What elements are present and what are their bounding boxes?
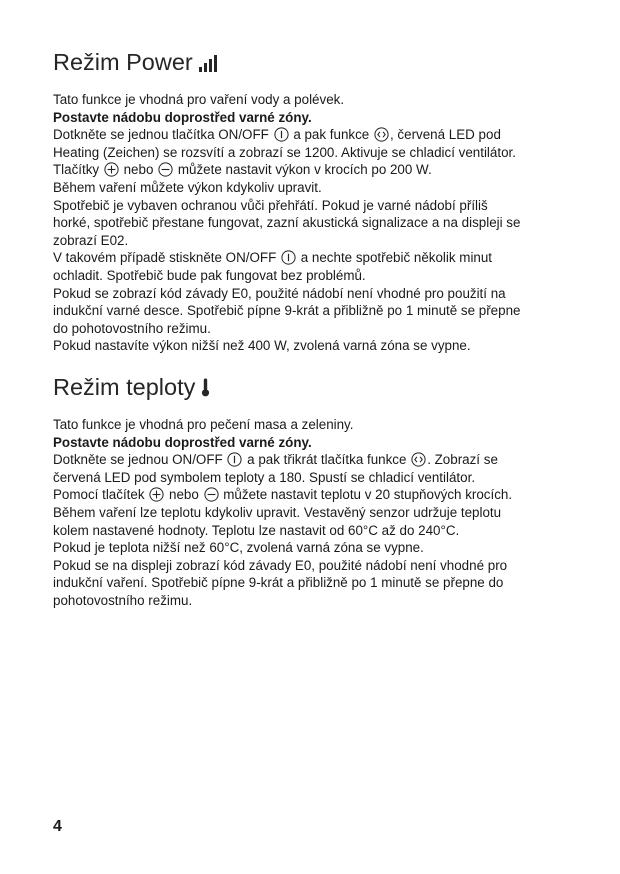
text-line: Spotřebič je vybaven ochranou vůči přehřátí. Pokud je varné nádobí příliš (53, 197, 488, 213)
minus-button-icon (204, 487, 219, 502)
text-line: do pohotovostního režimu. (53, 320, 211, 336)
text-line: Pokud se na displeji zobrazí kód závady E0, použité nádobí není vhodné pro (53, 557, 508, 573)
text-line: ochladit. Spotřebič bude pak fungovat bez problémů. (53, 267, 366, 283)
section-title-temperature (53, 373, 210, 403)
text-line: červená LED pod symbolem teploty a 180. Spustí se chladicí ventilátor. (53, 469, 476, 485)
function-button-icon (374, 127, 389, 142)
power-button-icon (281, 250, 296, 265)
signal-bars-icon (199, 50, 217, 78)
text-line: Pokud je teplota nižší než 60°C, zvolená varná zóna se vypne. (53, 540, 424, 556)
instruction-line: Postavte nádobu doprostřed varné zóny. (53, 434, 312, 450)
section-temperature-body (53, 416, 573, 610)
text-line: kolem nastavené hodnoty. Teplotu lze nastavit od 60°C až do 240°C. (53, 522, 460, 538)
text-line: Tato funkce je vhodná pro vaření vody a polévek. (53, 92, 345, 107)
text-line: Pokud nastavíte výkon nižší než 400 W, zvolená varná zóna se vypne. (53, 338, 471, 354)
power-button-icon (227, 452, 242, 467)
text-line: Tlačítky nebo můžete nastavit výkon v krocích po 200 W. (53, 162, 432, 178)
plus-button-icon (149, 487, 164, 502)
text-line: Dotkněte se jednou ON/OFF a pak třikrát tlačítka funkce . Zobrazí se (53, 452, 498, 468)
text-line: indukční vaření. Spotřebič pípne 9-krát a přibližně po 1 minutě se přepne do (53, 575, 504, 591)
text-line: Heating (Zeichen) se rozsvítí a zobrazí se 1200. Aktivuje se chladicí ventilátor. (53, 144, 516, 160)
section-title-temperature-text: Režim teploty (53, 374, 196, 400)
plus-button-icon (104, 162, 119, 177)
text-line: Tato funkce je vhodná pro pečení masa a zeleniny. (53, 417, 354, 432)
section-power-body (53, 91, 573, 355)
function-button-icon (411, 452, 426, 467)
text-line: Pokud se zobrazí kód závady E0, použité nádobí není vhodné pro použití na (53, 285, 506, 301)
page-number: 4 (53, 818, 62, 835)
text-line: zobrazí E02. (53, 232, 129, 248)
power-button-icon (274, 127, 289, 142)
instruction-line: Postavte nádobu doprostřed varné zóny. (53, 109, 312, 125)
section-title-power-text: Režim Power (53, 49, 193, 75)
minus-button-icon (158, 162, 173, 177)
text-line: pohotovostního režimu. (53, 592, 193, 608)
text-line: Pomocí tlačítek nebo můžete nastavit teplotu v 20 stupňových krocích. (53, 487, 513, 503)
text-line: Dotkněte se jednou tlačítka ON/OFF a pak funkce , červená LED pod (53, 127, 501, 143)
section-title-power (53, 48, 217, 78)
text-line: horké, spotřebič přestane fungovat, zazní akustická signalizace a na displeji se (53, 215, 521, 231)
text-line: V takovém případě stiskněte ON/OFF a nechte spotřebič několik minut (53, 250, 493, 266)
text-line: Během vaření můžete výkon kdykoliv upravit. (53, 179, 322, 195)
text-line: indukční varné desce. Spotřebič pípne 9-krát a přibližně po 1 minutě se přepne (53, 303, 521, 319)
thermometer-icon (201, 375, 210, 403)
text-line: Během vaření lze teplotu kdykoliv upravit. Vestavěný senzor udržuje teplotu (53, 504, 502, 520)
